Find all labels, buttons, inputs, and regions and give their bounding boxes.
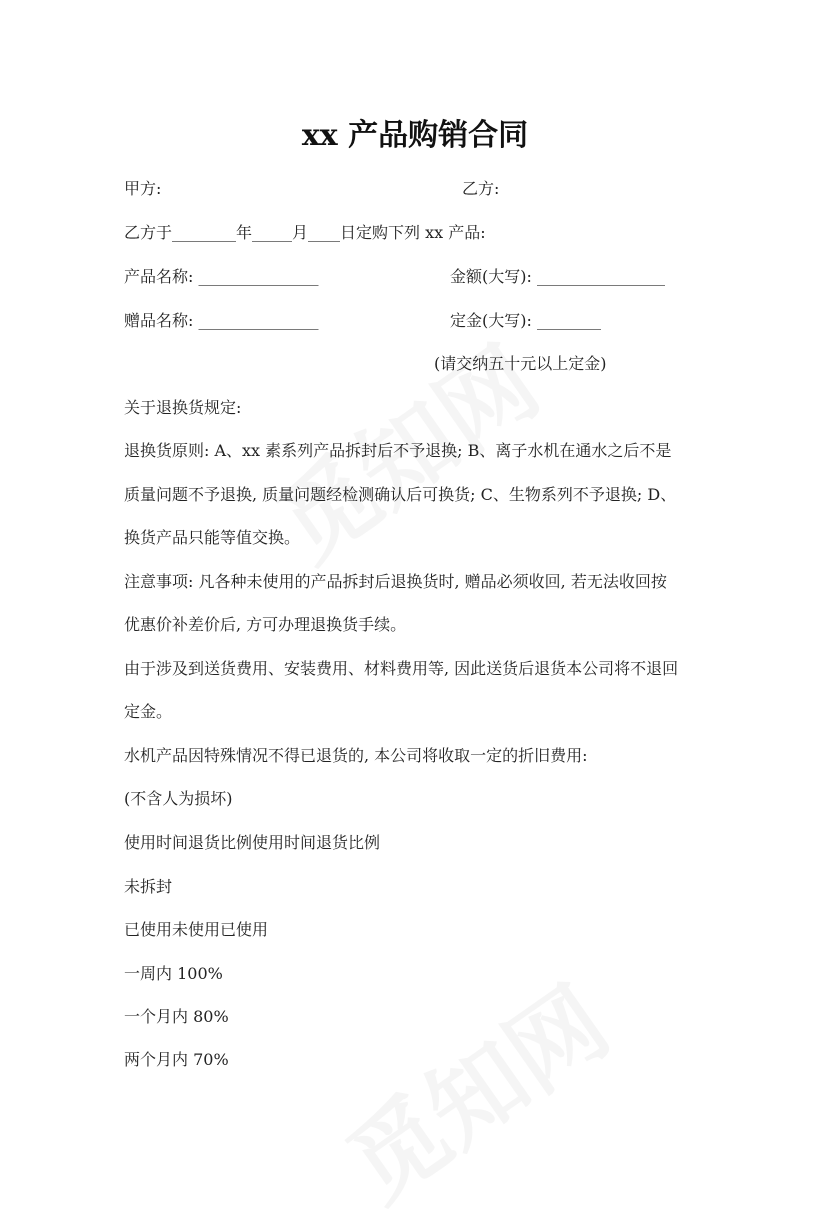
deposit-policy-line: 由于涉及到送货费用、安装费用、材料费用等, 因此送货后退货本公司将不退回: [124, 659, 679, 678]
deposit-note: (请交纳五十元以上定金): [434, 354, 607, 373]
principle-line: 质量问题不予退换, 质量问题经检测确认后可换货; C、生物系列不予退换; D、: [124, 485, 677, 504]
exclusion-note: (不含人为损坏): [124, 789, 233, 808]
principle-line: 退换货原则: A、xx 素系列产品拆封后不予退换; B、离子水机在通水之后不是: [124, 441, 672, 460]
usage-header: 已使用未使用已使用: [124, 920, 269, 939]
gift-name-field: 赠品名称: _______________: [124, 311, 319, 330]
unopened-label: 未拆封: [124, 877, 173, 896]
deposit-field: 定金(大写): ________: [450, 311, 601, 330]
rate-row: 一周内 100%: [124, 964, 223, 983]
return-heading: 关于退换货规定:: [124, 398, 242, 417]
table-header: 使用时间退货比例使用时间退货比例: [124, 833, 381, 852]
document-title: xx 产品购销合同: [301, 118, 529, 153]
amount-field: 金额(大写): ________________: [450, 267, 665, 286]
product-name-field: 产品名称: _______________: [124, 267, 319, 286]
notice-line: 优惠价补差价后, 方可办理退换货手续。: [124, 615, 407, 634]
order-line: 乙方于________年_____月____日定购下列 xx 产品:: [124, 223, 486, 242]
party-b-label: 乙方:: [462, 179, 500, 198]
watermark: [317, 950, 631, 1227]
rate-row: 一个月内 80%: [124, 1007, 229, 1026]
party-a-label: 甲方:: [124, 179, 162, 198]
deposit-policy-line: 定金。: [124, 702, 173, 721]
notice-line: 注意事项: 凡各种未使用的产品拆封后退换货时, 赠品必须收回, 若无法收回按: [124, 572, 667, 591]
rate-row: 两个月内 70%: [124, 1050, 229, 1069]
depreciation-line: 水机产品因特殊情况不得已退货的, 本公司将收取一定的折旧费用:: [124, 746, 588, 765]
principle-line: 换货产品只能等值交换。: [124, 528, 301, 547]
